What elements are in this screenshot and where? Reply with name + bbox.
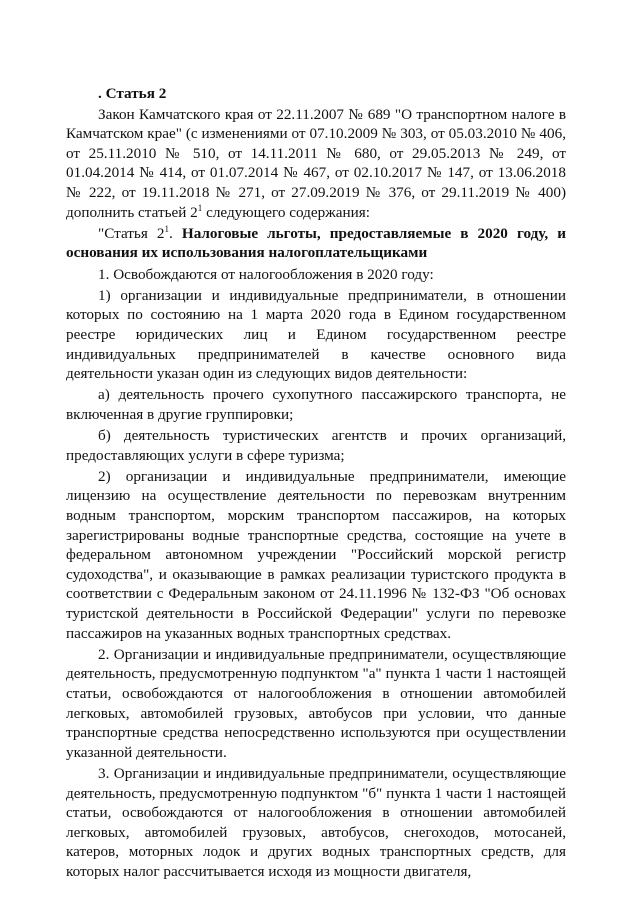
law-amendment-superscript: 1 xyxy=(197,202,203,213)
article-title-suffix: . xyxy=(169,224,182,242)
law-amendment-text-after: следующего содержания: xyxy=(202,203,370,221)
article-title-superscript: 1 xyxy=(164,223,170,234)
paragraph-1-item-1-b: б) деятельность туристических агентств и прочих организаций, предоставляющих услуги в сфере туризма; xyxy=(66,427,566,464)
paragraph-1-item-1-a: а) деятельность прочего сухопутного пассажирского транспорта, не включенная в другие группировки; xyxy=(66,386,566,423)
document-body xyxy=(66,84,566,882)
paragraph-1: 1. Освобождаются от налогообложения в 2020 году: xyxy=(98,265,434,283)
article-title-bold-text: Налоговые льготы, предоставляемые в 2020 году, и основания их использования налогоплательщиками xyxy=(66,224,566,262)
paragraph-2: 2. Организации и индивидуальные предприниматели, осуществляющие деятельность, предусмотренную подпунктом "а" пункта 1 части 1 настоящей статьи, освобождаются от налогообложения в отношении автомобилей легковых, автомобилей грузовых, автобусов при условии, что данные транспортные средства непосредственно используются при осуществлении указанной деятельности. xyxy=(66,645,566,761)
article-title-paragraph xyxy=(66,224,566,263)
article-title-prefix: "Статья 2 xyxy=(98,224,165,242)
article-heading: . Статья 2 xyxy=(98,85,167,102)
law-amendment-text: Закон Камчатского края от 22.11.2007 № 689 "О транспортном налоге в Камчатском крае" (с изменениями от 07.10.2009 № 303, от 05.03.2010 № 406, от 25.11.2010 № 510, от 14.11.2011 № 680, от 29.05.2013 № 249, от 01.04.2014 № 414, от 01.07.2014 № 467, от 02.10.2017 № 147, от 13.06.2018 № 222, от 19.11.2018 № 271, от 27.09.2019 № 376, от 29.11.2019 № 400) дополнить статьей 2 xyxy=(66,105,566,221)
paragraph-1-item-1: 1) организации и индивидуальные предприниматели, в отношении которых по состоянию на 1 марта 2020 года в Едином государственном реестре юридических лиц и Едином государственном реестре индивидуальных предпринимателей в качестве основного вида деятельности указан один из следующих видов деятельности: xyxy=(66,286,566,383)
law-amendment-paragraph xyxy=(66,105,566,223)
paragraph-1-item-2: 2) организации и индивидуальные предприниматели, имеющие лицензию на осуществление деятельности по перевозкам внутренним водным транспортом, морским транспортом пассажиров, на которых зарегистрированы водные транспортные средства, состоящие на учете в федеральном автономном учреждении "Российский морской регистр судоходства", и оказывающие в рамках реализации туристского продукта в соответствии с Федеральным законом от 24.11.1996 № 132-ФЗ "Об основах туристской деятельности в Российской Федерации" услуги по перевозке пассажиров на указанных водных транспортных средствах. xyxy=(66,467,566,642)
paragraph-3: 3. Организации и индивидуальные предприниматели, осуществляющие деятельность, предусмотренную подпунктом "б" пункта 1 части 1 настоящей статьи, освобождаются от налогообложения в отношении автомобилей легковых, автомобилей грузовых, автобусов, снегоходов, мотосаней, катеров, моторных лодок и других водных транспортных средств, для которых налог рассчитывается исходя из мощности двигателя, xyxy=(66,764,566,880)
